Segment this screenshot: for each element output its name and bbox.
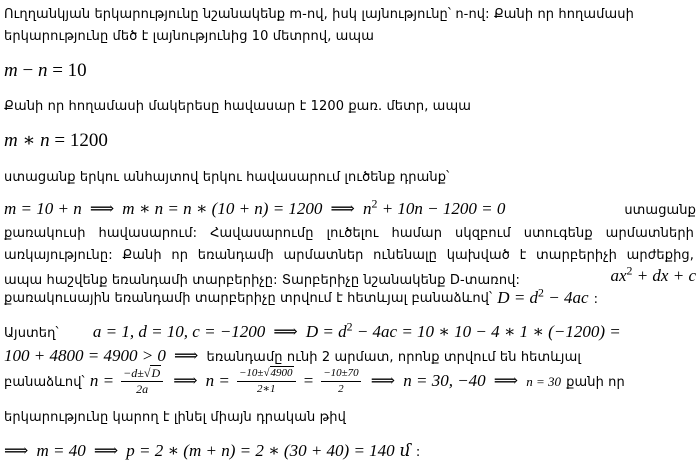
intro-line-1: Ուղղանկյան երկարությունը նշանակենք m-ով, իսկ լայնությունը՝ n-ով: Քանի որ հողամասի	[4, 7, 634, 22]
var-m: m	[4, 60, 18, 81]
implies-symbol: ⟹	[330, 199, 355, 218]
solve-line-4: երկարությունը կարող է լինել միայն դրական թիվ	[4, 410, 346, 425]
here-label: Այստեղ՝	[4, 326, 59, 341]
chain-step-3: $n^2 + 10n - 1200 = 0$	[362, 196, 506, 218]
op-equals: =	[52, 60, 63, 81]
chain-tail-text: ստացանք	[624, 203, 696, 218]
simplified-fraction: $\frac{-10\pm 70}{2}$	[323, 367, 359, 395]
unit-meter: մ	[399, 441, 411, 460]
equation-chain	[4, 196, 696, 219]
value-1200: 1200	[69, 130, 108, 151]
quad-text-line-4: քառակուսային եռանդամի տարբերիչը տրվում է հետևյալ բանաձևով՝ $D = d^2 - 4ac$ :	[4, 285, 599, 307]
area-sentence: Քանի որ հողամասի մակերեսը հավասար է 1200 քառ. մետր, ապա	[4, 99, 471, 114]
op-minus: −	[22, 60, 34, 81]
implies-symbol: ⟹	[93, 441, 119, 460]
equation-product	[4, 129, 108, 152]
implies-symbol: ⟹	[174, 346, 199, 365]
parameters: a = 1, d = 10, c = −1200	[92, 322, 266, 341]
implies-symbol: ⟹	[370, 371, 396, 390]
quad-text-line-2: առկայությունը: Քանի որ եռանդամի արմատներ ունենալը կախված է տարբերիչի արժեքից,	[4, 248, 694, 263]
chosen-root: n = 30	[526, 374, 562, 389]
solve-line-3: բանաձևով՝ n = $\frac{-d\pm√D}{2a}$ ⟹ n = $\frac{-10\pm√4900}{2∗1}$ = $\frac{-10\pm 70}{2}$ ⟹ n = 30, −40 ⟹ n = 30 քանի որ	[4, 366, 625, 396]
value-10: 10	[67, 60, 87, 81]
chain-step-2: m ∗ n = n ∗ (10 + n) = 1200	[122, 199, 323, 218]
solve-line-1	[4, 319, 621, 342]
quad-text-line-3: ապա հաշվենք եռանդամի տարբերիչը: Տարբերիչը նշանակենք D-տառով: $ax^2$ + dx + c	[4, 263, 696, 288]
intro-line-2: երկարությունը մեծ է լայնությունից 10 մետրով, ապա	[4, 29, 374, 44]
chain-step-1: m = 10 + n	[4, 199, 82, 218]
equation-difference	[4, 60, 87, 82]
system-sentence: ստացանք երկու անհայտով երկու հավասարում լուծենք դրանք՝	[4, 170, 450, 185]
perimeter-calc: p = 2 ∗ (m + n) = 2 ∗ (30 + 40) = 140	[126, 441, 395, 460]
root-formula-fraction: $\frac{-d\pm√D}{2a}$	[121, 367, 163, 396]
var-n: n	[40, 130, 50, 151]
implies-symbol: ⟹	[89, 199, 115, 218]
var-n: n	[37, 60, 48, 81]
discriminant-formula: $D = d^2 - 4ac$	[497, 285, 589, 307]
implies-symbol: ⟹	[493, 371, 519, 390]
var-m: m	[4, 130, 18, 151]
implies-symbol: ⟹	[173, 371, 198, 390]
roots: n = 30, −40	[403, 371, 486, 390]
final-answer: ⟹ m = 40 ⟹ p = 2 ∗ (m + n) = 2 ∗ (30 + 40) = 140 մ :	[4, 441, 421, 460]
implies-symbol: ⟹	[4, 441, 29, 460]
general-quadratic: $ax^2$ + dx + c	[610, 263, 696, 285]
quad-text-line-1: քառակուսի հավասարում: Հավասարումը լուծելու համար սկզբում ստուգենք արմատների	[4, 226, 694, 241]
discriminant-value: 100 + 4800 = 4900 > 0	[4, 346, 166, 365]
final-m: m = 40	[36, 441, 86, 460]
discriminant-calc: $D = d^2 - 4ac = 10$ ∗ 10 − 4 ∗ 1 ∗ (−1200) =	[305, 319, 621, 341]
op-multiply: ∗	[22, 130, 36, 151]
solve-line-2: 100 + 4800 = 4900 > 0 ⟹ եռանդամը ունի 2 արմատ, որոնք տրվում են հետևյալ	[4, 346, 581, 365]
substituted-fraction: $\frac{-10\pm√4900}{2∗1}$	[237, 367, 296, 396]
op-equals: =	[54, 130, 66, 151]
implies-symbol: ⟹	[273, 322, 298, 341]
